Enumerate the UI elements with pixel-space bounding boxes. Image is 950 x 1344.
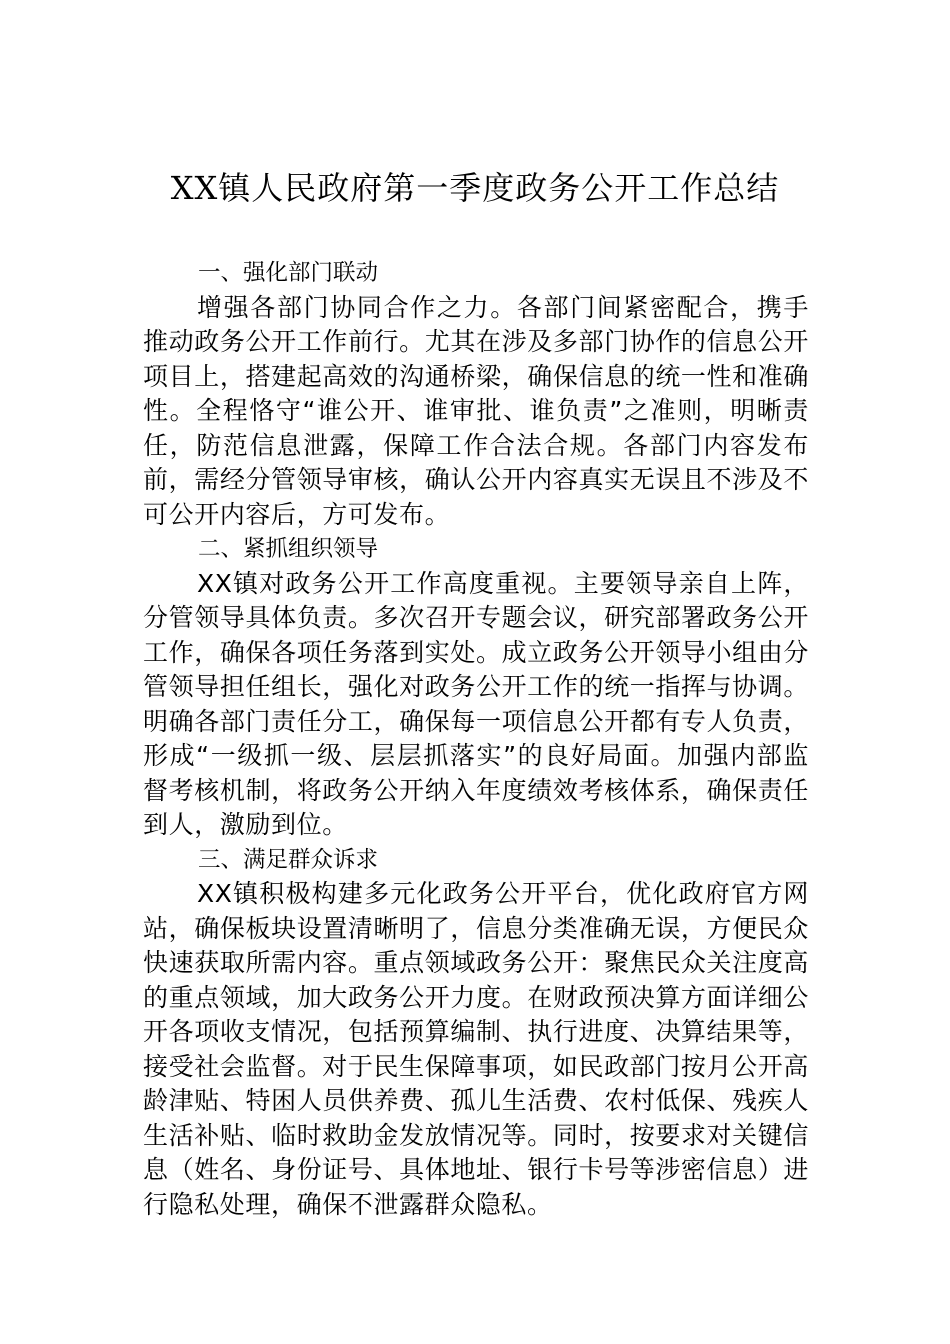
document-body — [143, 256, 809, 1222]
section-heading-1: 一、强化部门联动 — [198, 260, 379, 286]
section-heading-2: 二、紧抓组织领导 — [198, 536, 379, 562]
section-heading-3: 三、满足群众诉求 — [198, 846, 379, 873]
section-paragraph-1: 增强各部门协同合作之力。各部门间紧密配合，携手推动政务公开工作前行。尤其在涉及多部门协作的信息公开项目上，搭建起高效的沟通桥梁，确保信息的统一性和准确性。全程恪守“谁公开、谁审批、谁负责”之准则，明晰责任，防范信息泄露，保障工作合法合规。各部门内容发布前，需经分管领导审核，确认公开内容真实无误且不涉及不可公开内容后，方可发布。 — [143, 292, 809, 529]
section-paragraph-2: XX镇对政务公开工作高度重视。主要领导亲自上阵，分管领导具体负责。多次召开专题会议，研究部署政务公开工作，确保各项任务落到实处。成立政务公开领导小组由分管领导担任组长，强化对政务公开工作的统一指挥与协调。明确各部门责任分工，确保每一项信息公开都有专人负责，形成“一级抓一级、层层抓落实”的良好局面。加强内部监督考核机制，将政务公开纳入年度绩效考核体系，确保责任到人，激励到位。 — [143, 568, 809, 839]
document-title: XX镇人民政府第一季度政务公开工作总结 — [170, 169, 780, 207]
section-paragraph-3: XX镇积极构建多元化政务公开平台，优化政府官方网站，确保板块设置清晰明了，信息分类准确无误，方便民众快速获取所需内容。重点领域政务公开：聚焦民众关注度高的重点领域，加大政务公开力度。在财政预决算方面详细公开各项收支情况，包括预算编制、执行进度、决算结果等，接受社会监督。对于民生保障事项，如民政部门按月公开高龄津贴、特困人员供养费、孤儿生活费、农村低保、残疾人生活补贴、临时救助金发放情况等。同时，按要求对关键信息（姓名、身份证号、具体地址、银行卡号等涉密信息）进行隐私处理，确保不泄露群众隐私。 — [143, 879, 809, 1219]
